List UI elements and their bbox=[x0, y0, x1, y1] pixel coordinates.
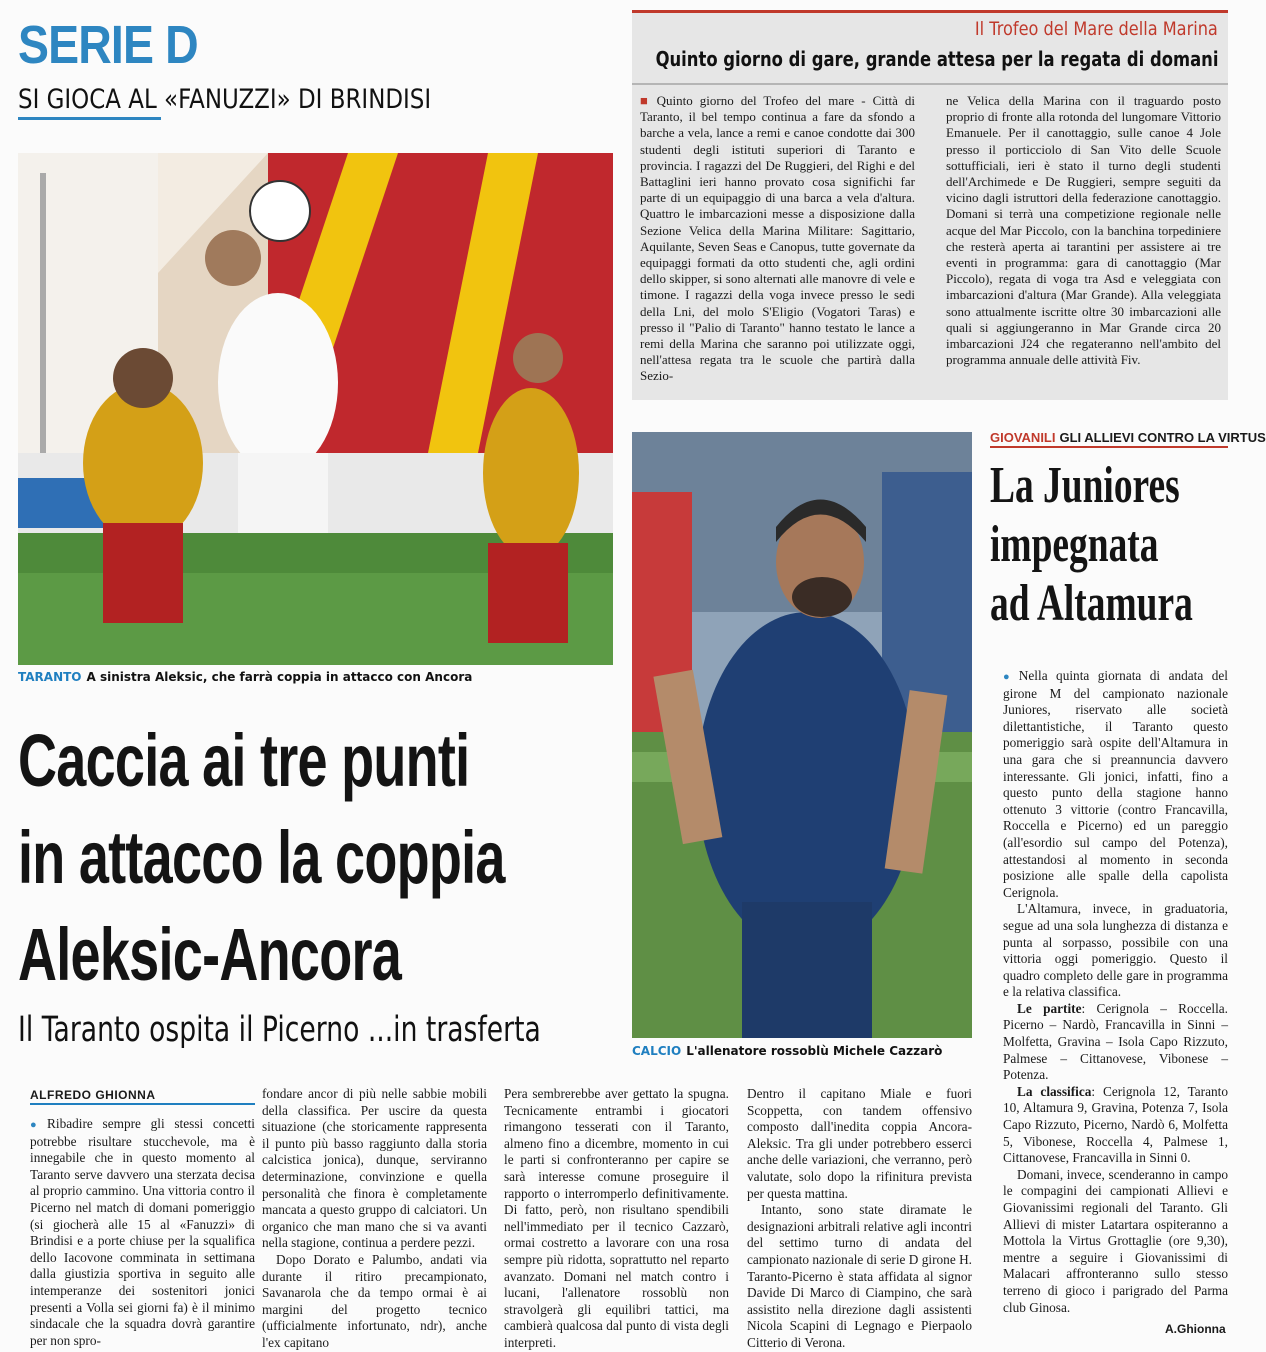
trofeo-column-1 bbox=[640, 93, 915, 398]
juniores-paragraph: Domani, invece, scenderanno in campo le compagini dei campionati Allievi e Giovanissimi regionali del Taranto. Gli Allievi di mister Latartara ospiteranno a Mottola la Virtus Grottaglie (ore 9,30), mentre a seguire i Giovanissimi di Malacari affronteranno sullo stesso terreno di gioco i parigrado del Parma club Ginosa. bbox=[1003, 1166, 1228, 1315]
partite-text: : Cerignola – Roccella. Picerno – Nardò, Francavilla in Sinni – Molfetta, Gravina – Isola Capo Rizzuto, Palmese – Cittanovese, Vibonese – Potenza. bbox=[1003, 1000, 1229, 1083]
caption-kicker: CALCIO bbox=[632, 1044, 682, 1058]
article-column-4 bbox=[747, 1086, 972, 1350]
juniores-column bbox=[1003, 668, 1228, 1318]
headline-line: La Juniores bbox=[990, 457, 1180, 514]
caption-kicker: TARANTO bbox=[18, 670, 82, 684]
article-paragraph: Intanto, sono state diramate le designazioni arbitrali relative agli incontri del settimo turno di andata del campionato nazionale di serie D girone H. Taranto-Picerno è stata affidata al signor Davide Di Marco di Ciampino, che sarà assistito nella direzione dagli assistenti Nicola Scapini di Legnago e Pierpaolo Citterio di Verona. bbox=[747, 1202, 972, 1350]
juniores-kicker bbox=[990, 430, 1266, 445]
trofeo-box bbox=[632, 10, 1228, 400]
trofeo-paragraph: ne Velica della Marina con il traguardo posto proprio di fronte alla rotonda del lungomare Vittorio Emanuele. Per il canottaggio, sulle canoe 4 Jole presso il porticciolo di San Vito delle Scuole sottufficiali, ieri è stato il turno degli studenti dell'Archimede e De Ruggieri, sempre seguiti da vicino dagli istruttori della federazione canottaggio. Domani si terrà una competizione regionale nelle acque del Mar Piccolo, con la banchina torpediniere che resterà aperta ai tarantini per assistere ai tre eventi in programma: gara di canottaggio (Mar Piccolo), regata di voga tra Asd e veleggiata con imbarcazioni d'altura (Mar Grande). Alla veleggiata sono attualmente iscritte oltre 30 imbarcazioni alle quali si aggiungeranno in Mar Grande circa 20 imbarcazioni J24 che regateranno nell'ambito del programma annuale delle attività Fiv. bbox=[946, 93, 1221, 368]
coach-photo bbox=[632, 432, 972, 1038]
main-headline bbox=[18, 712, 624, 1003]
classifica-text: : Cerignola 12, Taranto 10, Altamura 9, Gravina, Potenza 7, Isola Capo Rizzuto, Picerno, Nardò 6, Molfetta 5, Vibonese, Roccella 4, Palmese 1, Cittanovese, Francavilla in Sinni 0. bbox=[1003, 1083, 1228, 1166]
partite-label: Le partite bbox=[1017, 1000, 1082, 1016]
trofeo-subtitle: Quinto giorno di gare, grande attesa per la regata di domani bbox=[655, 47, 1218, 71]
headline-line: Aleksic-Ancora bbox=[18, 913, 402, 996]
article-paragraph: Dentro il capitano Miale e fuori Scoppetta, con tandem offensivo composto dall'inedita coppia Ancora-Aleksic. Tra gli under potrebbero esserci anche delle variazioni, che verranno, però valutate, solo dopo la rifinitura prevista per questa mattina. bbox=[747, 1086, 972, 1201]
article-paragraph: Pera sembrerebbe aver gettato la spugna. Tecnicamente entrambi i giocatori rimangono tesserati con il Taranto, almeno fino a dicembre, momento in cui le parti si confronteranno per capire se sarà interesse comune proseguire il rapporto o interromperlo definitivamente. Di fatto, però, non risultano spendibili nell'immediato per il tecnico Cazzarò, ormai costretto a lavorare con una rosa sempre più ridotta, soprattutto nel reparto avanzato. Domani nel match contro i lucani, l'allenatore rossoblù non stravolgerà gli equilibri tattici, ma cambierà qualcosa dal punto di vista degli interpreti. bbox=[504, 1086, 729, 1350]
kicker-rule bbox=[990, 446, 1228, 448]
classifica-label: La classifica bbox=[1017, 1083, 1092, 1099]
juniores-partite bbox=[1003, 1001, 1228, 1084]
caption-text: L'allenatore rossoblù Michele Cazzarò bbox=[686, 1044, 943, 1058]
juniores-headline bbox=[990, 456, 1228, 633]
coach-photo-caption bbox=[632, 1044, 942, 1058]
byline-rule bbox=[30, 1103, 255, 1105]
article-paragraph: Dopo Dorato e Palumbo, andati via durante il ritiro precampionato, Savanarola che da tempo ormai è ai margini del progetto tecnico (ufficialmente infortunato, ndr), anche l'ex capitano bbox=[262, 1251, 487, 1350]
main-subhead: Il Taranto ospita il Picerno ...in trasferta bbox=[18, 1010, 541, 1050]
trofeo-title: Il Trofeo del Mare della Marina bbox=[975, 18, 1218, 40]
article-column-2 bbox=[262, 1086, 487, 1350]
section-title: SERIE D bbox=[18, 15, 198, 75]
headline-line: in attacco la coppia bbox=[18, 816, 505, 899]
section-rule bbox=[18, 117, 161, 120]
juniores-paragraph: ● Nella quinta giornata di andata del girone M del campionato nazionale Juniores, riservato alle società dilettantistiche, il Taranto questo pomeriggio sarà ospite dell'Altamura in una gara che si preannuncia davvero interessante. Gli jonici, infatti, fino a questo punto della stagione hanno ottenuto 3 vittorie (contro Francavilla, Roccella e Picerno) ed un pareggio (all'esordio sul campo del Potenza), attestandosi al momento in seconda posizione alle spalle della capolista Cerignola. bbox=[1003, 668, 1228, 901]
signature: A.Ghionna bbox=[1165, 1322, 1226, 1336]
byline: ALFREDO GHIONNA bbox=[30, 1088, 156, 1102]
match-photo-caption bbox=[18, 670, 472, 684]
headline-line: impegnata bbox=[990, 516, 1159, 573]
headline-line: Caccia ai tre punti bbox=[18, 719, 470, 802]
headline-line: ad Altamura bbox=[990, 575, 1193, 632]
article-paragraph: fondare ancor di più nelle sabbie mobili della classifica. Per uscire da questa situazione (che storicamente rappresenta il punto più basso raggiunto dalla storia calcistica jonica), dunque, serviranno determinazione, convinzione e quella personalità che finora è completamente mancata a questo gruppo di calciatori. Un organico che man mano che si va avanti nella stagione, continua a perdere pezzi. bbox=[262, 1086, 487, 1251]
kicker-text: GLI ALLIEVI CONTRO LA VIRTUS bbox=[1059, 430, 1266, 445]
trofeo-rule bbox=[632, 83, 1228, 85]
article-column-1 bbox=[30, 1116, 255, 1348]
section-subtitle: SI GIOCA AL «FANUZZI» DI BRINDISI bbox=[18, 84, 432, 115]
article-paragraph: ● Ribadire sempre gli stessi concetti potrebbe risultare stucchevole, ma è innegabile che in questo momento al Taranto serve davvero una sterzata decisa al proprio cammino. Una vittoria contro il Picerno nel match di domani pomeriggio (si giocherà alle 15 al «Fanuzzi» di Brindisi e a porte chiuse per la squalifica dello Iacovone comminata in settimana dalla giustizia sportiva in seguito alle intemperanze dei sostenitori jonici presenti a Volla sei giorni fa) è il minimo sindacale che la squadra dovrà garantire per non spro- bbox=[30, 1116, 255, 1349]
article-column-3 bbox=[504, 1086, 729, 1350]
trofeo-column-2 bbox=[946, 93, 1221, 398]
match-photo bbox=[18, 153, 613, 665]
kicker-category: GIOVANILI bbox=[990, 430, 1056, 445]
caption-text: A sinistra Aleksic, che farrà coppia in attacco con Ancora bbox=[86, 670, 473, 684]
juniores-paragraph: L'Altamura, invece, in graduatoria, segue ad una sola lunghezza di distanza e punta al sorpasso, possibile con una vittoria oggi pomeriggio. Questo il quadro completo delle gare in programma e la relativa classifica. bbox=[1003, 901, 1228, 1000]
juniores-classifica bbox=[1003, 1084, 1228, 1167]
trofeo-paragraph: ■ Quinto giorno del Trofeo del mare - Città di Taranto, il bel tempo continua a fare da sfondo a barche a vela, lance a remi e canoe condotte dai 300 studenti degli istituti superiori di Taranto e provincia. I ragazzi del De Ruggieri, del Righi e del Battaglini ieri hanno provato cosa significhi far parte di un equipaggio di una barca a vela d'altura. Quattro le imbarcazioni messe a disposizione dalla Sezione Velica della Marina Militare: Sagittario, Aquilante, Seven Seas e Canopus, tutte governate da equipaggi formati da otto studenti che, agli ordini dello skipper, si sono alternati alle manovre di vele e timone. I ragazzi della voga invece presso le sedi della Lni, del molo S'Eligio (Vogatori Taras) e presso il "Palio di Taranto" hanno testato le lance a remi della Marina che saranno poi utilizzate oggi, nell'attesa regata tra le scuole che partirà dalla Sezio- bbox=[640, 93, 915, 385]
